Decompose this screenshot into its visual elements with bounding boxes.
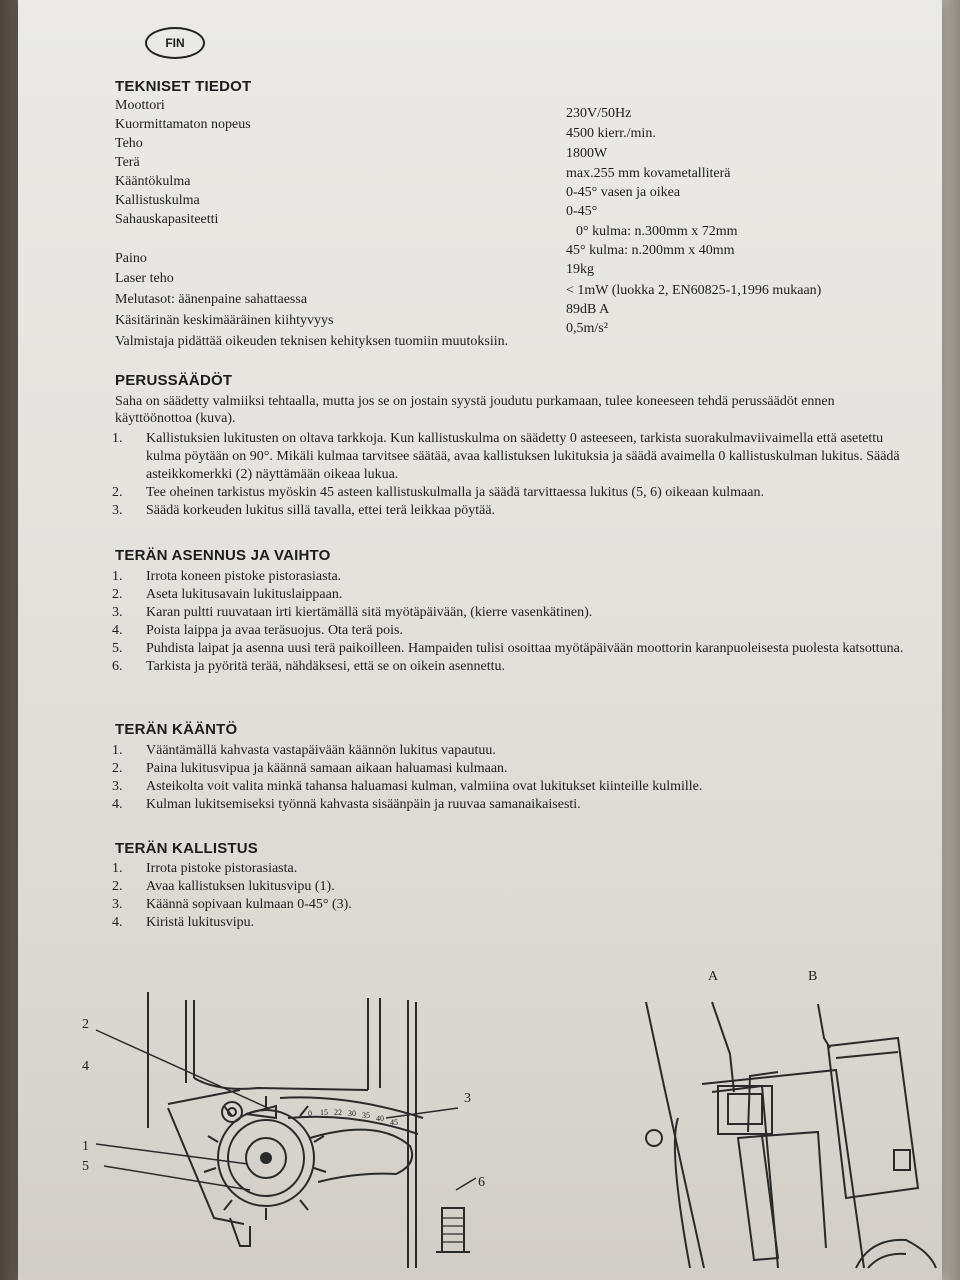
- spec-value: 0° kulma: n.300mm x 72mm: [576, 224, 738, 239]
- spec-label: Kääntökulma: [115, 174, 191, 189]
- list-item: 3. Säädä korkeuden lukitus sillä tavalla, ettei terä leikkaa pöytää.: [112, 503, 496, 518]
- svg-text:15: 15: [320, 1108, 328, 1117]
- spec-label: Käsitärinän keskimääräinen kiihtyvyys: [115, 313, 334, 328]
- perussaadot-intro: Saha on säädetty valmiiksi tehtaalla, mutta jos se on jostain syystä joudutu purkamaan, tulee koneeseen tehdä perussäädöt ennen käyttöönottoa (kuva).: [115, 394, 835, 426]
- spec-value: < 1mW (luokka 2, EN60825-1,1996 mukaan): [566, 283, 822, 298]
- tilt-mechanism-drawing: [96, 992, 476, 1268]
- manual-page: [18, 0, 942, 1280]
- list-item: 4. Kiristä lukitusvipu.: [112, 915, 255, 930]
- list-item: 2. Aseta lukitusavain lukituslaippaan.: [112, 587, 343, 602]
- svg-text:0: 0: [308, 1109, 312, 1118]
- svg-text:A: A: [708, 969, 719, 984]
- spec-label: Kallistuskulma: [115, 193, 200, 208]
- blade-guard-drawing: [646, 1002, 936, 1268]
- list-item: 2. Avaa kallistuksen lukitusvipu (1).: [112, 879, 335, 894]
- specs-note: Valmistaja pidättää oikeuden teknisen kehityksen tuomiin muutoksiin.: [115, 334, 509, 349]
- list-item: 2. Paina lukitusvipua ja käännä samaan aikaan haluamasi kulmaan.: [112, 761, 508, 776]
- callout-labels-left: [82, 1017, 485, 1190]
- list-item: 3. Asteikolta voit valita minkä tahansa haluamasi kulman, valmiina ovat lukitukset kiinteille kulmille.: [112, 779, 703, 794]
- kallistus-title: TERÄN KALLISTUS: [115, 840, 258, 857]
- technical-drawings: [18, 968, 942, 1280]
- svg-text:35: 35: [362, 1111, 370, 1120]
- spec-label: Terä: [115, 155, 140, 170]
- svg-text:5: 5: [82, 1159, 89, 1174]
- svg-text:40: 40: [376, 1114, 384, 1123]
- svg-text:1: 1: [82, 1139, 89, 1154]
- svg-text:22: 22: [334, 1108, 342, 1117]
- spec-label: Laser teho: [115, 271, 174, 286]
- kaanto-list: [110, 742, 910, 814]
- perussaadot-list: [110, 430, 910, 520]
- spec-label: Teho: [115, 136, 143, 151]
- spec-label: Kuormittamaton nopeus: [115, 117, 251, 132]
- list-item: 1. Irrota koneen pistoke pistorasiasta.: [112, 569, 342, 584]
- spec-value: 4500 kierr./min.: [566, 126, 656, 141]
- list-item: 2. Tee oheinen tarkistus myöskin 45 asteen kallistuskulmalla ja säädä tarvittaessa lukitus (5, 6) oikeaan kulmaan.: [112, 485, 764, 500]
- spec-value: 45° kulma: n.200mm x 40mm: [566, 243, 735, 258]
- list-item: 1. Kallistuksien lukitusten on oltava tarkkoja. Kun kallistuskulma on säädetty 0 asteeseen, tarkista suorakulmaviivaimella että asetettu kulma pöytään on 90°. Mikäli kulmaa tarvitsee säätää, avaa kallistuksen lukituksia ja säädä avaimella 0 kallistuskulman lukitus. Säädä asteikkomerkki (2) näyttämään oikeaa lukua.: [112, 431, 900, 482]
- list-item: 4. Poista laippa ja avaa teräsuojus. Ota terä pois.: [112, 623, 403, 638]
- svg-text:45: 45: [390, 1118, 398, 1127]
- callout-labels-right: [708, 969, 817, 984]
- spec-value: 0-45° vasen ja oikea: [566, 185, 681, 200]
- svg-text:B: B: [808, 969, 818, 984]
- svg-text:6: 6: [478, 1175, 485, 1190]
- spec-value: 0,5m/s²: [566, 321, 608, 336]
- svg-text:30: 30: [348, 1109, 356, 1118]
- asennus-title: TERÄN ASENNUS JA VAIHTO: [115, 547, 331, 564]
- spec-value: 1800W: [566, 146, 608, 161]
- spec-label: Moottori: [115, 98, 165, 113]
- spec-value: max.255 mm kovametalliterä: [566, 166, 731, 181]
- spec-label: Melutasot: äänenpaine sahattaessa: [115, 292, 308, 307]
- spec-value: 19kg: [566, 262, 594, 277]
- specs-title: TEKNISET TIEDOT: [115, 78, 252, 95]
- spec-label: Sahauskapasiteetti: [115, 212, 219, 227]
- list-item: 6. Tarkista ja pyöritä terää, nähdäksesi, että se on oikein asennettu.: [112, 659, 506, 674]
- list-item: 1. Irrota pistoke pistorasiasta.: [112, 861, 298, 876]
- perussaadot-title: PERUSSÄÄDÖT: [115, 372, 233, 389]
- list-item: 3. Käännä sopivaan kulmaan 0-45° (3).: [112, 897, 352, 912]
- kallistus-list: [110, 860, 910, 932]
- asennus-list: [110, 568, 910, 676]
- spec-value: 89dB A: [566, 302, 610, 317]
- spec-value: 0-45°: [566, 204, 598, 219]
- language-badge: FIN: [145, 27, 205, 59]
- svg-text:4: 4: [82, 1059, 89, 1074]
- list-item: 4. Kulman lukitsemiseksi työnnä kahvasta sisäänpäin ja ruuvaa samanaikaisesti.: [112, 797, 581, 812]
- spec-label: Paino: [115, 251, 147, 266]
- list-item: 1. Vääntämällä kahvasta vastapäivään käännön lukitus vapautuu.: [112, 743, 496, 758]
- kaanto-title: TERÄN KÄÄNTÖ: [115, 721, 238, 738]
- list-item: 3. Karan pultti ruuvataan irti kiertämällä sitä myötäpäivään, (kierre vasenkätinen).: [112, 605, 593, 620]
- svg-text:2: 2: [82, 1017, 89, 1032]
- spec-value: 230V/50Hz: [566, 106, 632, 121]
- svg-text:3: 3: [464, 1091, 471, 1106]
- list-item: 5. Puhdista laipat ja asenna uusi terä paikoilleen. Hampaiden tulisi osoittaa myötäpäivään moottorin karanpuoleisesta puolesta katsottuna.: [112, 641, 904, 656]
